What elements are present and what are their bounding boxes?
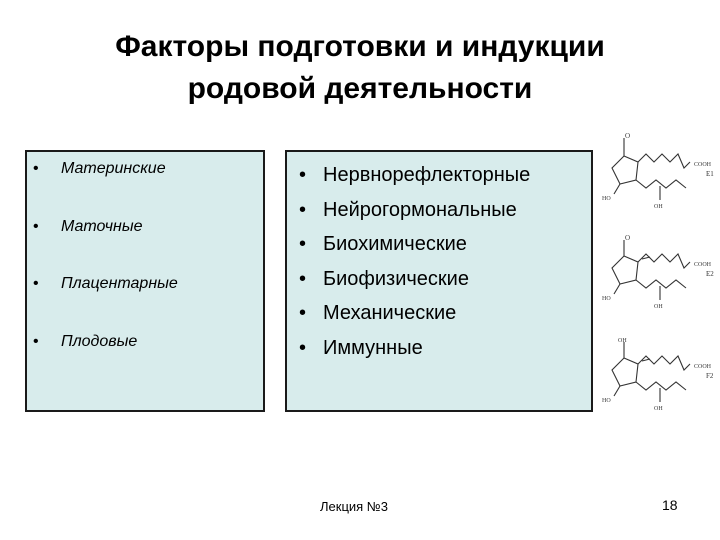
- list-item: [33, 333, 137, 351]
- structure-e1: [602, 132, 714, 210]
- svg-text:O: O: [625, 234, 631, 242]
- slide-title-line-2: родовой деятельности: [187, 72, 533, 105]
- bullet: •: [33, 218, 39, 235]
- list-item: [299, 262, 530, 297]
- structure-f2: [602, 338, 714, 412]
- bullet: •: [299, 302, 307, 325]
- svg-text:OH: OH: [654, 304, 663, 310]
- maternal-factors-box: [25, 150, 265, 412]
- svg-text:OH: OH: [618, 338, 627, 344]
- svg-text:HO: HO: [602, 296, 611, 302]
- svg-text:HO: HO: [602, 398, 611, 404]
- list-item-label: Биофизические: [323, 267, 469, 290]
- mechanism-factors-box: [285, 150, 593, 412]
- svg-text:OH: OH: [654, 204, 663, 210]
- list-item-label: Плодовые: [61, 333, 138, 350]
- list-item: [33, 275, 178, 293]
- structure-e2: [602, 234, 714, 310]
- bullet: •: [299, 267, 307, 290]
- list-item: [299, 331, 530, 366]
- svg-text:O: O: [625, 132, 631, 140]
- bullet: •: [299, 164, 307, 186]
- list-item: [33, 218, 143, 236]
- bullet: •: [33, 333, 39, 350]
- bullet: •: [33, 275, 39, 292]
- svg-text:COOH: COOH: [694, 262, 712, 268]
- list-item-label: Биохимические: [323, 233, 467, 256]
- list-item: [33, 160, 166, 178]
- label-f2: F2: [706, 372, 714, 380]
- svg-text:HO: HO: [602, 196, 611, 202]
- label-e1: E1: [706, 170, 714, 178]
- list-item: [299, 296, 530, 331]
- list-item-label: Механические: [323, 302, 457, 325]
- page-number: 18: [662, 497, 678, 513]
- slide-title-line-1: Факторы подготовки и индукции: [115, 30, 605, 63]
- list-item-label: Нейрогормональные: [323, 198, 517, 221]
- list-item: [299, 158, 530, 193]
- list-item-label: Иммунные: [323, 336, 423, 359]
- svg-text:OH: OH: [654, 406, 663, 412]
- factor-type-list: [299, 158, 530, 366]
- slide-title: [0, 26, 720, 110]
- bullet: •: [33, 160, 39, 177]
- svg-text:COOH: COOH: [694, 162, 712, 168]
- svg-text:COOH: COOH: [694, 364, 712, 370]
- footer-lecture: Лекция №3: [320, 499, 388, 514]
- list-item-label: Нервнорефлекторные: [323, 164, 531, 186]
- bullet: •: [299, 336, 307, 359]
- list-item: [299, 227, 530, 262]
- bullet: •: [299, 233, 307, 256]
- label-e2: E2: [706, 270, 714, 278]
- prostaglandin-structures-icon: [598, 128, 716, 446]
- bullet: •: [299, 198, 307, 221]
- list-item: [299, 193, 530, 228]
- list-item-label: Плацентарные: [61, 275, 178, 292]
- list-item-label: Материнские: [61, 160, 166, 177]
- list-item-label: Маточные: [61, 218, 143, 235]
